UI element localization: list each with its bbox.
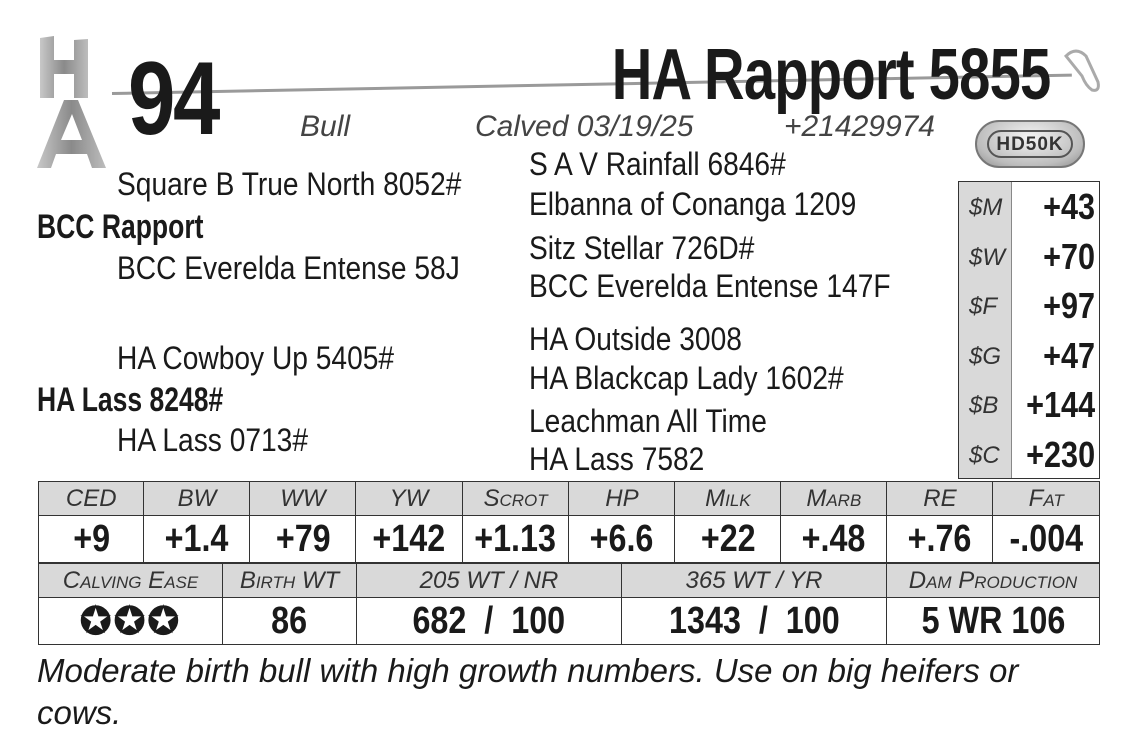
brand-tail-icon xyxy=(1062,46,1102,96)
dollar-index-box xyxy=(958,181,1100,479)
epd-header: Milk xyxy=(675,482,781,516)
index-label: $B xyxy=(969,392,999,419)
calving-ease-stars: ✪✪✪ xyxy=(39,598,223,645)
epd-header: WW xyxy=(250,482,356,516)
wt205-value: 682 / 100 xyxy=(357,598,622,645)
epd-value: +79 xyxy=(250,516,356,563)
epd-value: +142 xyxy=(356,516,462,563)
epd-value: +9 xyxy=(39,516,144,563)
index-value: +43 xyxy=(1043,186,1095,227)
sire-sire-dam: Elbanna of Conanga 1209 xyxy=(529,186,857,222)
dam-dam-dam: HA Lass 7582 xyxy=(529,441,705,477)
sire: BCC Rapport xyxy=(37,208,204,246)
index-value: +70 xyxy=(1043,236,1095,277)
index-label: $G xyxy=(969,343,1002,370)
index-row-m xyxy=(959,182,1101,231)
index-row-w xyxy=(959,232,1101,281)
dam-sire: HA Cowboy Up 5405# xyxy=(117,340,395,376)
epd-value: -.004 xyxy=(993,516,1100,563)
lot-number: 94 xyxy=(128,41,218,157)
epd-value: +.48 xyxy=(781,516,887,563)
index-row-f xyxy=(959,281,1101,330)
epd-header: CED xyxy=(39,482,144,516)
birth-wt-value: 86 xyxy=(223,598,357,645)
epd-value: +22 xyxy=(675,516,781,563)
index-label: $W xyxy=(969,244,1005,271)
wt365-value: 1343 / 100 xyxy=(622,598,887,645)
sire-dam: BCC Everelda Entense 58J xyxy=(117,250,460,286)
epd-value: +6.6 xyxy=(569,516,675,563)
epd-header: RE xyxy=(887,482,993,516)
dam-dam: HA Lass 0713# xyxy=(117,422,309,458)
epd-header: Scrot xyxy=(462,482,569,516)
index-row-g xyxy=(959,331,1101,380)
epd-header: BW xyxy=(144,482,250,516)
epd-header: YW xyxy=(356,482,462,516)
epd-value-row xyxy=(39,516,1100,563)
perf-header-365-wt: 365 WT / YR xyxy=(622,564,887,598)
perf-header-calving-ease: Calving Ease xyxy=(39,564,223,598)
dam-sire-dam: HA Blackcap Lady 1602# xyxy=(529,360,844,396)
epd-table xyxy=(38,481,1100,563)
performance-table xyxy=(38,563,1100,645)
epd-header-row xyxy=(39,482,1100,516)
index-value: +230 xyxy=(1026,434,1095,475)
sire-sire: Square B True North 8052# xyxy=(117,166,462,202)
hd50k-badge-label: HD50K xyxy=(987,130,1073,158)
sire-dam-dam: BCC Everelda Entense 147F xyxy=(529,268,891,304)
epd-value: +1.4 xyxy=(144,516,250,563)
hd50k-badge xyxy=(975,120,1085,168)
sex-label: Bull xyxy=(300,110,351,143)
sire-dam-sire: Sitz Stellar 726D# xyxy=(529,230,755,266)
index-row-b xyxy=(959,380,1101,429)
perf-header-birth-wt: Birth WT xyxy=(223,564,357,598)
performance-value-row xyxy=(39,598,1100,645)
dam-dam-sire: Leachman All Time xyxy=(529,403,767,439)
epd-header: Fat xyxy=(993,482,1100,516)
dam-sire-sire: HA Outside 3008 xyxy=(529,321,742,357)
calved-date: Calved 03/19/25 xyxy=(475,110,694,143)
index-row-c xyxy=(959,430,1101,479)
epd-value: +.76 xyxy=(887,516,993,563)
dam: HA Lass 8248# xyxy=(37,381,224,419)
performance-header-row xyxy=(39,564,1100,598)
comment-text: Moderate birth bull with high growth numbers. Use on big heifers or cows. xyxy=(37,652,1019,731)
perf-header-dam-production: Dam Production xyxy=(887,564,1100,598)
index-value: +97 xyxy=(1043,285,1095,326)
epd-header: Marb xyxy=(781,482,887,516)
epd-header: HP xyxy=(569,482,675,516)
index-label: $M xyxy=(969,194,1003,221)
epd-value: +1.13 xyxy=(462,516,569,563)
index-label: $F xyxy=(969,293,998,320)
sire-sire-sire: S A V Rainfall 6846# xyxy=(529,146,786,182)
dam-production-value: 5 WR 106 xyxy=(887,598,1100,645)
animal-name: HA Rapport 5855 xyxy=(611,35,1050,115)
index-value: +47 xyxy=(1043,335,1095,376)
index-value: +144 xyxy=(1026,384,1095,425)
registration-number: +21429974 xyxy=(784,110,935,143)
index-label: $C xyxy=(969,442,1000,469)
ha-brand-logo xyxy=(34,36,114,168)
perf-header-205-wt: 205 WT / NR xyxy=(357,564,622,598)
